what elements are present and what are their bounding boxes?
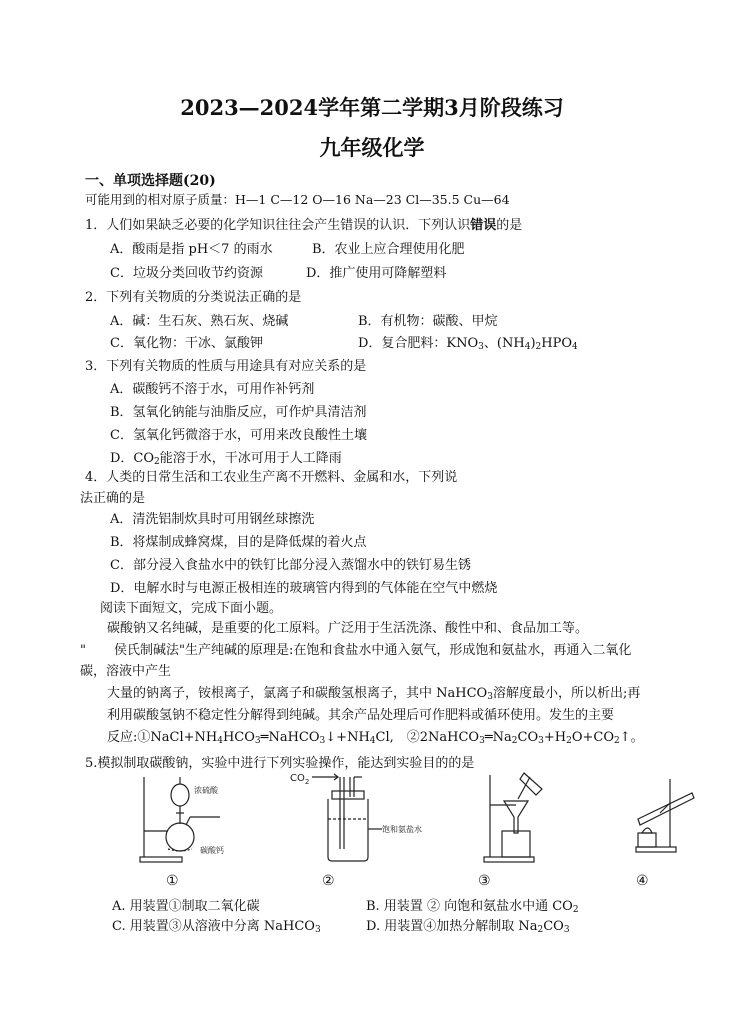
device-number-3: ③ bbox=[478, 873, 491, 889]
q5-option-a: A. 用装置①制取二氧化碳 bbox=[112, 899, 260, 914]
apparatus-1-gas-generator bbox=[130, 769, 240, 865]
device-number-1: ① bbox=[166, 873, 179, 889]
q4-stem-line1: 4．人类的日常生活和工农业生产离不开燃料、金属和水，下列说 bbox=[85, 470, 458, 485]
passage-p1: 碳酸钠又名纯碱，是重要的化工原料。广泛用于生活洗涤、酸性中和、食品加工等。 bbox=[107, 621, 589, 636]
q2-stem: 2．下列有关物质的分类说法正确的是 bbox=[85, 290, 302, 305]
q1-stem-end: 的是 bbox=[496, 218, 523, 233]
q4-option-a: A．清洗铝制炊具时可用钢丝球擦洗 bbox=[110, 512, 315, 527]
passage-p2: " 侯氏制碱法"生产纯碱的原理是:在饱和食盐水中通入氨气，形成饱和氨盐水，再通入二氧化 bbox=[80, 643, 632, 658]
receiving-beaker bbox=[502, 831, 530, 857]
q1-option-d: D．推广使用可降解塑料 bbox=[306, 266, 447, 281]
q4-option-b: B．将煤制成蜂窝煤，目的是降低煤的着火点 bbox=[110, 535, 367, 550]
device1-label-acid: 浓硫酸 bbox=[194, 786, 218, 795]
stand-base bbox=[140, 857, 182, 862]
filter-funnel bbox=[504, 801, 528, 833]
beaker-pouring bbox=[520, 773, 542, 795]
apparatus-3-filtration bbox=[480, 769, 560, 865]
q5-stem: 5.模拟制取碳酸钠，实验中进行下列实验操作，能达到实验目的的是 bbox=[85, 756, 475, 771]
device-number-4: ④ bbox=[636, 873, 649, 889]
page-subtitle: 九年级化学 bbox=[319, 135, 425, 160]
q2-option-d: D．复合肥料：$KNO_3$、$(NH_4)_2HPO_4$ bbox=[358, 336, 578, 352]
bottle-stopper bbox=[332, 791, 364, 799]
passage-p6: 反应$:①NaCl+NH_4HCO_3═NaHCO_3↓+NH_4Cl$, $②2NaHCO_3═Na_2CO_3+H_2O+CO_2↑$。 bbox=[107, 730, 644, 746]
passage-intro: 阅读下面短文，完成下面小题。 bbox=[100, 601, 283, 616]
q1-stem-emph: 错误 bbox=[470, 218, 497, 233]
test-tube bbox=[638, 793, 694, 825]
q1-option-b: B．农业上应合理使用化肥 bbox=[312, 242, 465, 257]
q5-option-d: D. 用装置④加热分解制取 $Na_2CO_3$ bbox=[366, 919, 570, 935]
q2-option-c: C．氧化物：干冰、氯酸钾 bbox=[110, 336, 263, 351]
passage-p5: 利用碳酸氢钠不稳定性分解得到纯碱。其余产品处理后可作肥料或循环使用。发生的主要 bbox=[107, 708, 615, 723]
bottle-body bbox=[328, 799, 368, 861]
apparatus-2-gas-bottle bbox=[288, 769, 428, 865]
page-title: 2023—2024学年第二学期3月阶段练习 bbox=[180, 95, 564, 120]
q3-option-c: C．氢氧化钙微溶于水，可用来改良酸性土壤 bbox=[110, 428, 367, 443]
q2-option-a: A．碱：生石灰、熟石灰、烧碱 bbox=[110, 314, 289, 329]
passage-p3: 碳，溶液中产生 bbox=[80, 664, 172, 679]
device2-label-solution: 饱和氨盐水 bbox=[382, 825, 422, 834]
separatory-funnel bbox=[171, 784, 189, 806]
q1-stem bbox=[85, 214, 522, 233]
device2-gas-label: $CO_2$ bbox=[290, 773, 310, 786]
q4-option-c: C．部分浸入食盐水中的铁钉比部分浸入蒸馏水中的铁钉易生锈 bbox=[110, 558, 471, 573]
q1-option-a: A．酸雨是指 pH＜7 的雨水 bbox=[110, 242, 273, 257]
device1-label-caco3: 碳酸钙 bbox=[200, 846, 224, 855]
q4-option-d: D．电解水时与电源正极相连的玻璃管内得到的气体能在空气中燃烧 bbox=[110, 581, 498, 596]
flame bbox=[642, 828, 652, 833]
passage-p4: 大量的钠离子，铵根离子，氯离子和碳酸氢根离子，其中 NaHCO$_3$溶解度最小，所以析出;再 bbox=[107, 686, 641, 702]
alcohol-lamp bbox=[638, 833, 656, 847]
q1-option-c: C．垃圾分类回收节约资源 bbox=[110, 266, 263, 281]
q3-stem: 3．下列有关物质的性质与用途具有对应关系的是 bbox=[85, 359, 367, 374]
round-bottom-flask bbox=[166, 823, 194, 851]
q2-option-b: B．有机物：碳酸、甲烷 bbox=[358, 314, 498, 329]
device-number-2: ② bbox=[322, 873, 335, 889]
q4-stem-line2: 法正确的是 bbox=[80, 491, 146, 506]
q5-option-b: B. 用装置 ② 向饱和氨盐水中通 $CO_2$ bbox=[366, 899, 579, 915]
q1-stem-text: 1．人们如果缺乏必要的化学知识往往会产生错误的认识．下列认识 bbox=[85, 218, 471, 233]
q3-option-d: D．$CO_2$能溶于水，干冰可用于人工降雨 bbox=[110, 451, 342, 467]
apparatus-4-heating bbox=[630, 769, 710, 865]
q3-option-a: A．碳酸钙不溶于水，可用作补钙剂 bbox=[110, 382, 315, 397]
atomic-masses: 可能用到的相对原子质量：H—1 C—12 O—16 Na—23 Cl—35.5 Cu—64 bbox=[85, 192, 510, 207]
q5-option-c: C. 用装置③从溶液中分离 NaHCO$_3$ bbox=[112, 919, 321, 935]
q3-option-b: B．氢氧化钠能与油脂反应，可作炉具清洁剂 bbox=[110, 405, 367, 420]
section-heading: 一、单项选择题(20) bbox=[85, 173, 216, 189]
